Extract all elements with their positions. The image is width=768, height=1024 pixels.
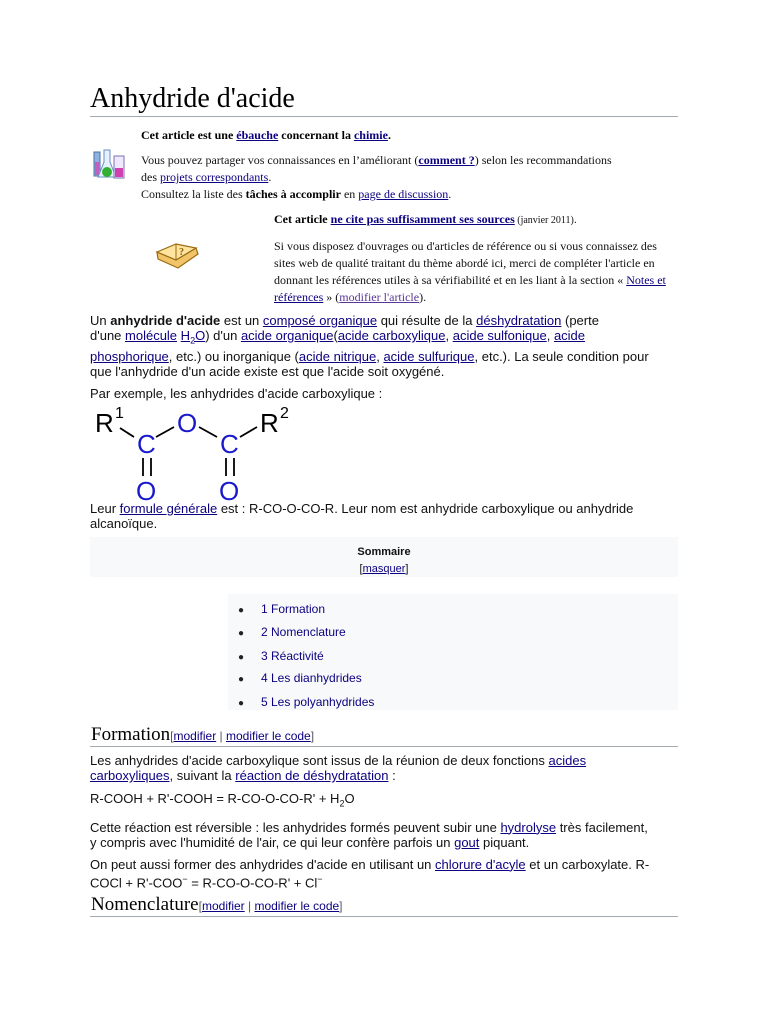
- formation-body: Les anhydrides d'acide carboxylique sont issus de la réunion de deux fonctions acides carboxyliques, suivant la réaction de déshydratation : R-COOH + R'-COOH = $R-CO-O-CO-R' + H_2O$ Cette réaction est réversible : les anhydrides formés peuvent subir une hydrolyse très facilement, y compris avec l'humidité de l'air, ce qui leur confère parfois un gout piquant. On peut aussi former des anhydrides d'acide en utilisant un chlorure d'acyle et un carboxylate. R- COCl + R'-COO− = R-CO-O-CO-R' + Cl−: [90, 753, 682, 890]
- formule-generale-link[interactable]: formule générale: [119, 501, 218, 516]
- general-formula-paragraph: Leur formule générale est : R-CO-O-CO-R. Leur nom est anhydride carboxylique ou anhydride alcanoïque.: [90, 501, 634, 531]
- formation-divider: [90, 746, 678, 747]
- molecule-link[interactable]: molécule: [125, 328, 178, 343]
- equation-1: R-COOH + R'-COOH = $R-CO-O-CO-R' + H_2O$: [90, 791, 355, 809]
- sources-link[interactable]: ne cite pas suffisamment ses sources: [330, 212, 515, 226]
- stub-notice-line1: Cet article est une ébauche concernant la chimie.: [141, 128, 391, 142]
- r1-atom: R: [95, 408, 114, 438]
- nomenclature-heading: Nomenclature[modifier | modifier le code]: [91, 894, 343, 915]
- compose-organique-link[interactable]: composé organique: [262, 313, 378, 328]
- bond-c1-o: [156, 427, 174, 437]
- book-icon: [154, 240, 200, 274]
- intro-paragraph: Un anhydride d'acide est un composé organique qui résulte de la déshydratation (perte d'une molécule $H_2O$) d'un acide organique(acide carboxylique, acide sulfonique, acide phosphorique, etc.) ou inorganique (acide nitrique, acide sulfurique, etc.). La seule condition pour que l'anhydride d'un acide existe est que l'acide soit oxygéné. Par exemple, les anhydrides d'acide carboxylique :: [90, 313, 680, 401]
- formation-edit-code-link[interactable]: modifier le code: [226, 729, 311, 743]
- stub-notice-line3: des projets correspondants.: [141, 170, 272, 184]
- toc-title: Sommaire: [357, 546, 411, 558]
- carboxyliques-link[interactable]: carboxyliques: [90, 768, 170, 783]
- stub-link[interactable]: ébauche: [236, 128, 279, 142]
- projects-link[interactable]: projets correspondants: [160, 170, 269, 184]
- acides-link[interactable]: acides: [548, 753, 587, 768]
- toc-toggle[interactable]: [masquer]: [359, 563, 409, 575]
- hydrolyse-link[interactable]: hydrolyse: [500, 819, 557, 835]
- references-link[interactable]: références: [274, 290, 324, 304]
- stub-notice-line4: Consultez la liste des tâches à accomplir en page de discussion.: [141, 187, 452, 201]
- bond-o-c2: [199, 427, 217, 437]
- acide-sulfonique-link[interactable]: acide sulfonique: [452, 328, 547, 343]
- r2-superscript: 2: [280, 405, 289, 422]
- title-divider: [90, 116, 678, 117]
- nomenclature-divider: [90, 916, 678, 917]
- sources-notice-p1: Si vous disposez d'ouvrages ou d'articles de référence ou si vous connaissez des: [274, 239, 657, 253]
- toc-list: [228, 594, 678, 710]
- h2o-link[interactable]: $H_2O$: [180, 328, 206, 346]
- sources-notice-head: Cet article ne cite pas suffisamment ses sources (janvier 2011).: [274, 212, 577, 226]
- formation-edit-link[interactable]: modifier: [173, 729, 217, 743]
- anhydride-structure-diagram: [92, 400, 312, 504]
- edit-article-link[interactable]: modifier l'article: [339, 290, 420, 304]
- sources-notice-p3: donnant les références utiles à sa vérifiabilité et en les liant à la section « Notes et: [274, 273, 666, 287]
- nomenclature-edit-code-link[interactable]: modifier le code: [254, 899, 340, 913]
- toc-item-dianhydrides[interactable]: ● 4 Les dianhydrides: [238, 671, 362, 685]
- page-title: Anhydride d'acide: [90, 83, 295, 114]
- sources-notice-p4: références » (modifier l'article).: [274, 290, 427, 304]
- svg-text:?: ?: [179, 247, 184, 258]
- stub-notice-line2: Vous pouvez partager vos connaissances en l’améliorant (comment ?) selon les recommandations: [141, 153, 612, 167]
- how-to-link[interactable]: comment ?: [418, 153, 475, 167]
- example-text: Par exemple, les anhydrides d'acide carboxylique :: [90, 385, 383, 401]
- chlorure-acyle-link[interactable]: chlorure d'acyle: [435, 856, 526, 872]
- formation-heading: Formation[modifier | modifier le code]: [91, 724, 315, 745]
- toc-header: [90, 537, 678, 577]
- acide-phosphorique-link-a[interactable]: acide: [553, 328, 586, 343]
- acide-sulfurique-link[interactable]: acide sulfurique: [383, 348, 475, 364]
- sources-notice-p2: sites web de qualité traitant du thème abordé ici, merci de compléter l'article en: [274, 256, 655, 270]
- acide-nitrique-link[interactable]: acide nitrique: [298, 348, 377, 364]
- discussion-link[interactable]: page de discussion: [358, 187, 449, 201]
- reaction-deshydratation-link[interactable]: réaction de déshydratation: [235, 768, 389, 783]
- r1-superscript: 1: [115, 405, 124, 422]
- acide-organique-link[interactable]: acide organique: [240, 328, 334, 343]
- bond-r1-c: [120, 428, 134, 437]
- c1-atom: C: [137, 429, 156, 459]
- toc-item-formation[interactable]: ● 1 Formation: [238, 602, 326, 616]
- stub-icon: [92, 146, 128, 182]
- toc-item-nomenclature[interactable]: ● 2 Nomenclature: [238, 625, 346, 639]
- c2-atom: C: [220, 429, 239, 459]
- nomenclature-edit-link[interactable]: modifier: [201, 899, 245, 913]
- notes-link[interactable]: Notes et: [626, 273, 666, 287]
- acide-phosphorique-link-b[interactable]: phosphorique: [90, 348, 169, 364]
- deshydratation-link[interactable]: déshydratation: [476, 313, 562, 328]
- sources-notice: [274, 211, 684, 306]
- r2-atom: R: [260, 408, 279, 438]
- acide-carboxylique-link[interactable]: acide carboxylique: [337, 328, 446, 343]
- nomenclature-edit-links: [modifier | modifier le code]: [198, 899, 343, 913]
- chemistry-link[interactable]: chimie: [353, 128, 388, 142]
- o2-carbonyl-atom: O: [219, 476, 240, 504]
- toc-hide-link[interactable]: masquer: [362, 563, 406, 575]
- equation-2: COCl + R'-COO− = R-CO-O-CO-R' + Cl−: [90, 873, 323, 890]
- bond-c2-r2: [240, 427, 257, 437]
- toc-item-reactivite[interactable]: ● 3 Réactivité: [238, 649, 324, 663]
- gout-link[interactable]: gout: [454, 834, 480, 850]
- o-bridge-atom: O: [177, 408, 198, 438]
- formation-edit-links: [modifier | modifier le code]: [170, 729, 315, 743]
- stub-notice: [141, 127, 686, 203]
- o1-carbonyl-atom: O: [136, 476, 157, 504]
- toc-item-polyanhydrides[interactable]: ● 5 Les polyanhydrides: [238, 695, 375, 709]
